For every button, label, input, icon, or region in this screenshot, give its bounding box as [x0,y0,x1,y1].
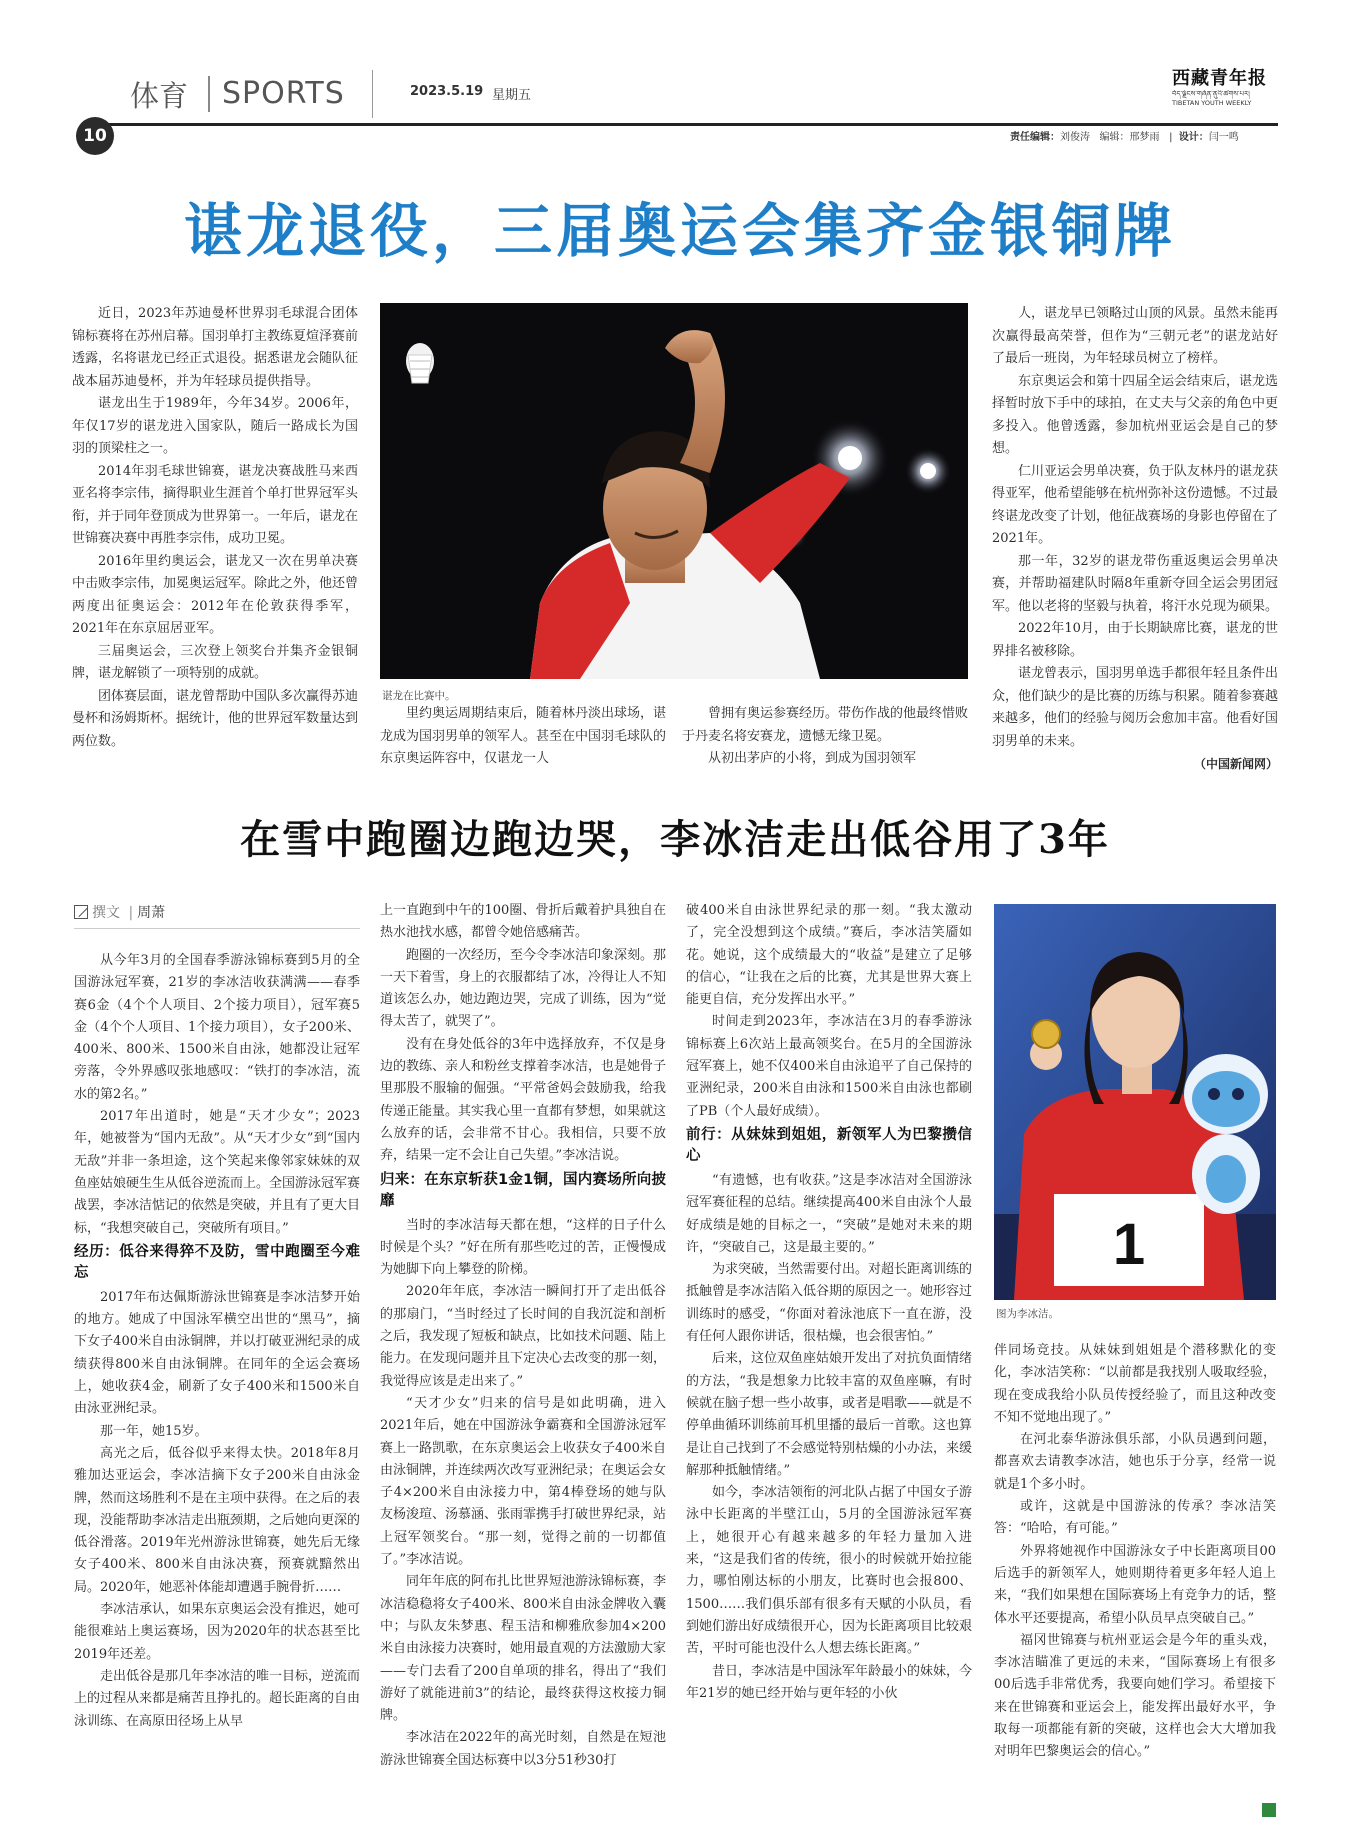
paragraph: 谌龙曾表示，国羽男单选手都很年轻且条件出众，他们缺少的是比赛的历练与积累。随着参赛越来越多，他们的经验与阅历会愈加丰富。他看好国羽男单的未来。 [992,666,1279,749]
paragraph: 时间走到2023年，李冰洁在3月的春季游泳锦标赛上6次站上最高领奖台。在5月的全国游泳冠军赛上，她不仅400米自由泳追平了自己保持的亚洲纪录，200米自由泳和1500米自由泳也都刷了PB（个人最好成绩）。 [686,1014,972,1119]
paragraph: 从初出茅庐的小将，到成为国羽领军 [708,751,917,766]
article2-photo [994,904,1276,1300]
logo-cn: 西藏青年报 [1172,68,1267,89]
article1-column-2 [380,703,666,771]
paragraph: 同年年底的阿布扎比世界短池游泳锦标赛，李冰洁稳稳将女子400米、800米自由泳金牌收入囊中；与队友朱梦惠、程玉洁和柳雅欣参加4×200米自由泳接力决赛时，她用最直观的方法激励大家——专门去看了200自单项的排名，得出了“我们游好了就能进前3”的结论，最终获得这枚接力铜牌。 [380,1574,667,1724]
byline-label: 撰文 [92,905,120,921]
article2-headline: 在雪中跑圈边跑边哭，李冰洁走出低谷用了3年 [240,816,1110,863]
page-number: 10 [83,126,107,146]
paragraph: 李冰洁承认，如果东京奥运会没有推迟，她可能很难站上奥运赛场，因为2020年的状态甚至比2019年还差。 [74,1602,361,1662]
paragraph: 人，谌龙早已领略过山顶的风景。虽然未能再次赢得最高荣誉，但作为“三朝元老”的谌龙站好了最后一班岗，为年轻球员树立了榜样。 [992,306,1279,366]
paragraph: 2014年羽毛球世锦赛，谌龙决赛战胜马来西亚名将李宗伟，摘得职业生涯首个单打世界冠军头衔，并于同年登顶成为世界第一。一年后，谌龙在世锦赛决赛中再胜李宗伟，成功卫冕。 [72,463,359,546]
page-header [0,0,1350,150]
subheading-forward: 前行：从妹妹到姐姐，新领军人为巴黎攒信心 [686,1126,972,1164]
paragraph: 曾拥有奥运参赛经历。带伤作战的他最终惜败于丹麦名将安赛龙，遗憾无缘卫冕。 [682,706,969,744]
paragraph: 破400米自由泳世界纪录的那一刻。“我太激动了，完全没想到这个成绩。”赛后，李冰洁笑靥如花。她说，这个成绩最大的“收益”是建立了足够的信心，“让我在之后的比赛，尤其是世界大赛上能更自信，充分发挥出水平。” [686,903,972,1008]
paragraph: 上一直跑到中午的100圈、骨折后戴着护具独自在热水池找水感，都曾令她倍感痛苦。 [380,903,666,941]
paragraph: 近日，2023年苏迪曼杯世界羽毛球混合团体锦标赛将在苏州启幕。国羽单打主教练夏煊泽赛前透露，名将谌龙已经正式退役。据悉谌龙会随队征战本届苏迪曼杯，并为年轻球员提供指导。 [72,306,359,389]
paragraph: 跑圈的一次经历，至今令李冰洁印象深刻。那一天下着雪，身上的衣服都结了冰，冷得让人不知道该怎么办，她边跑边哭，完成了训练，因为“觉得太苦了，就哭了”。 [380,947,667,1030]
article2-column-4 [994,1340,1276,1764]
paragraph: 如今，李冰洁领衔的河北队占据了中国女子游泳中长距离的半壁江山，5月的全国游泳冠军赛上，她很开心有越来越多的年轻力量加入进来，“这是我们省的传统，很小的时候就开始拉能力，哪怕刚达标的小朋友，比赛时也会报800、1500……我们俱乐部有很多有天赋的小队员，看到她们游出好成绩很开心，因为长距离项目比较艰苦，平时可能也没什么人想去练长距离。” [686,1485,973,1657]
article2-column-1 [74,950,360,1733]
paragraph: 那一年，32岁的谌龙带伤重返奥运会男单决赛，并帮助福建队时隔8年重新夺回全运会男团冠军。他以老将的坚毅与执着，将汗水兑现为硕果。 [992,553,1279,614]
swimmer-image [994,904,1276,1300]
editor-name: 刘俊涛 [1060,132,1090,143]
paragraph: 福冈世锦赛与杭州亚运会是今年的重头戏，李冰洁瞄准了更远的未来，“国际赛场上有很多00后选手非常优秀，我要向她们学习。希望接下来在世锦赛和亚运会上，能发挥出最好水平，争取每一项都能有新的突破，这样也会大大增加我对明年巴黎奥运会的信心。” [994,1632,1276,1760]
paragraph: 在河北泰华游泳俱乐部，小队员遇到问题，都喜欢去请教李冰洁，她也乐于分享，经常一说就是1个多小时。 [994,1432,1276,1492]
paragraph: 里约奥运周期结束后，随着林丹淡出球场，谌龙成为国羽男单的领军人。甚至在中国羽毛球队的东京奥运阵容中，仅谌龙一人 [380,706,667,766]
article1-source: （中国新闻网） [1193,757,1278,771]
article2-column-3 [686,900,972,1705]
editor2-label: 编辑： [1099,132,1130,143]
article1-photo [380,303,968,679]
paragraph: 从今年3月的全国春季游泳锦标赛到5月的全国游泳冠军赛，21岁的李冰洁收获满满——春季赛6金（4个个人项目、2个接力项目），冠军赛5金（4个个人项目、1个接力项目），女子200米、400米、800米、1500米自由泳，她都没让冠军旁落，令外界感叹张地感叹：“铁打的李冰洁，流水的第2名。” [74,953,360,1102]
paragraph: 仁川亚运会男单决赛，负于队友林丹的谌龙获得亚军，他希望能够在杭州弥补这份遗憾。不过最终谌龙改变了计划，他征战赛场的身影也停留在了2021年。 [992,463,1279,546]
newspaper-logo [1172,68,1277,112]
article1-column-1 [72,303,358,753]
paragraph: 伴同场竞技。从妹妹到姐姐是个潜移默化的变化，李冰洁笑称：“以前都是我找别人吸取经验，现在变成我给小队员传授经验了，而且这种改变不知不觉地出现了。” [994,1343,1276,1425]
pencil-icon [74,905,88,919]
byline-name: 周萧 [137,905,166,921]
issue-date: 2023.5.19 [410,84,484,99]
paragraph: “天才少女”归来的信号是如此明确，进入2021年后，她在中国游泳争霸赛和全国游泳冠军赛上一路凯歌，在东京奥运会上收获女子400米自由泳铜牌，并连续两次改写亚洲纪录；在奥运会女子4×200米自由泳接力中，第4棒登场的她与队友杨浚瑄、汤慕涵、张雨霏携手打破世界纪录，站上冠军领奖台。“那一刻，觉得之前的一切都值了。”李冰洁说。 [380,1395,667,1568]
section-title-en: SPORTS [222,76,345,111]
article-end-mark-icon [1262,1803,1276,1817]
paragraph: 为求突破，当然需要付出。对超长距离训练的抵触曾是李冰洁陷入低谷期的原因之一。她形容过训练时的感受，“你面对着泳池底下一直在游，没有任何人跟你讲话，很枯燥，也会很害怕。” [686,1262,973,1345]
header-rule [88,123,1278,126]
article1-column-4 [992,303,1278,776]
paragraph: 走出低谷是那几年李冰洁的唯一目标，逆流而上的过程从来都是痛苦且挣扎的。超长距离的自由泳训练、在高原田径场上从早 [74,1668,361,1729]
subheading-return: 归来：在东京斩获1金1铜，国内赛场所向披靡 [380,1171,666,1209]
logo-tibetan: བོད་ལྗོངས་གཞོན་ནུའི་ཚགས་པར། [1172,90,1250,98]
badminton-player-image [380,303,968,679]
article1-photo-caption: 谌龙在比赛中。 [382,690,456,702]
paragraph: 2016年里约奥运会，谌龙又一次在男单决赛中击败李宗伟，加冕奥运冠军。除此之外，他还曾两度出征奥运会：2012年在伦敦获得季军，2021年在东京屈居亚军。 [72,553,359,636]
section-title-cn: 体育 [130,79,189,113]
editor-credits: 责任编辑：刘俊涛 编辑：邢梦雨 | 设计：闫一鸣 [1010,132,1239,143]
paragraph: 高光之后，低谷似乎来得太快。2018年8月雅加达亚运会，李冰洁摘下女子200米自由泳金牌，然而这场胜利不是在主项中获得。在之后的表现，没能帮助李冰洁走出瓶颈期，之后她向更深的低谷滑落。2019年光州游泳世锦赛，她先后无缘女子400米、800米自由泳决赛，预赛就黯然出局。2020年，她恶补体能却遭遇手腕骨折…… [74,1445,361,1595]
logo-en: TIBETAN YOUTH WEEKLY [1172,99,1252,107]
paragraph: 2020年年底，李冰洁一瞬间打开了走出低谷的那扇门，“当时经过了长时间的自我沉淀和剖析之后，我发现了短板和缺点，比如技术问题、陆上能力。在发现问题并且下定决心去改变的那一刻，我觉得应该是走出来了。” [380,1284,667,1389]
header-right-divider [372,70,373,118]
designer-label: 设计： [1178,132,1209,143]
issue-weekday: 星期五 [492,88,532,103]
paragraph: 李冰洁在2022年的高光时刻，自然是在短池游泳世锦赛全国达标赛中以3分51秒30打 [380,1730,666,1768]
paragraph: 后来，这位双鱼座姑娘开发出了对抗负面情绪的方法，“我是想象力比较丰富的双鱼座嘛，有时候就在脑子想一些小故事，或者是唱歌——就是不停单曲循环训练前耳机里播的最后一首歌。这也算是让自己找到了不会感觉特别枯燥的小办法，来缓解那种抵触情绪。” [686,1351,973,1478]
designer-name: 闫一鸣 [1208,132,1239,143]
paragraph: 当时的李冰洁每天都在想，“这样的日子什么时候是个头？”好在所有那些吃过的苦，正慢慢成为她脚下向上攀登的阶梯。 [380,1217,666,1278]
article2-column-2 [380,900,666,1772]
editor-label: 责任编辑： [1010,132,1060,143]
paragraph: 谌龙出生于1989年，今年34岁。2006年，年仅17岁的谌龙进入国家队，随后一路成长为国羽的顶梁柱之一。 [72,396,358,456]
section-divider [208,76,210,112]
byline-separator: | [128,905,134,921]
article1-headline: 谌龙退役，三届奥运会集齐金银铜牌 [183,197,1176,265]
paragraph: 2022年10月，由于长期缺席比赛，谌龙的世界排名被移除。 [992,621,1278,659]
paragraph: 外界将她视作中国游泳女子中长距离项目00后选手的新领军人，她则期待着更多年轻人追上来，“我们如果想在国际赛场上有竞争力的话，整体水平还要提高，希望小队员早点突破自己。” [994,1543,1276,1626]
article1-column-3 [682,703,968,771]
bib-number: 1 [1112,1212,1146,1277]
editor2-name: 邢梦雨 [1129,132,1160,143]
byline-underline [74,928,360,929]
paragraph: 那一年，她15岁。 [100,1423,208,1439]
paragraph: “有遗憾，也有收获。”这是李冰洁对全国游泳冠军赛征程的总结。继续提高400米自由泳个人最好成绩是她的目标之一，“突破”是她对未来的期许，“突破自己，这是最主要的。” [686,1172,972,1255]
paragraph: 团体赛层面，谌龙曾帮助中国队多次赢得苏迪曼杯和汤姆斯杯。据统计，他的世界冠军数量达到两位数。 [72,688,359,749]
paragraph: 三届奥运会，三次登上领奖台并集齐金银铜牌，谌龙解锁了一项特别的成就。 [72,643,358,681]
paragraph: 或许，这就是中国游泳的传承？李冰洁笑答：“哈哈，有可能。” [994,1499,1276,1537]
paragraph: 昔日，李冰洁是中国泳军年龄最小的妹妹，今年21岁的她已经开始与更年轻的小伙 [686,1663,973,1701]
paragraph: 2017年出道时，她是“天才少女”；2023年，她被誉为“国内无敌”。从“天才少女”到“国内无敌”并非一条坦途，这个笑起来像邻家妹妹的双鱼座姑娘硬生生从低谷逆流而上。全国游泳冠军赛战罢，李冰洁惦记的依然是突破，并且有了更大目标，“我想突破自己，突破所有项目。” [74,1109,361,1236]
subheading-experience: 经历：低谷来得猝不及防，雪中跑圈至今难忘 [74,1243,360,1281]
paragraph: 东京奥运会和第十四届全运会结束后，谌龙选择暂时放下手中的球拍，在丈夫与父亲的角色中更多投入。他曾透露，参加杭州亚运会是自己的梦想。 [992,373,1279,456]
article2-photo-caption: 图为李冰洁。 [996,1308,1059,1320]
paragraph: 没有在身处低谷的3年中选择放弃，不仅是身边的教练、亲人和粉丝支撑着李冰洁，也是她骨子里那股不服输的倔强。“平常爸妈会鼓励我，给我传递正能量。其实我心里一直都有梦想，如果就这么放弃的话，会非常不甘心。我相信，只要不放弃，结果一定不会让自己失望。”李冰洁说。 [380,1036,667,1164]
article2-byline [74,902,360,929]
paragraph: 2017年布达佩斯游泳世锦赛是李冰洁梦开始的地方。她成了中国泳军横空出世的“黑马”，摘下女子400米自由泳铜牌，并以打破亚洲纪录的成绩获得800米自由泳铜牌。在同年的全运会赛场上，她收获4金，刷新了女子400米和1500米自由泳亚洲纪录。 [74,1289,360,1417]
